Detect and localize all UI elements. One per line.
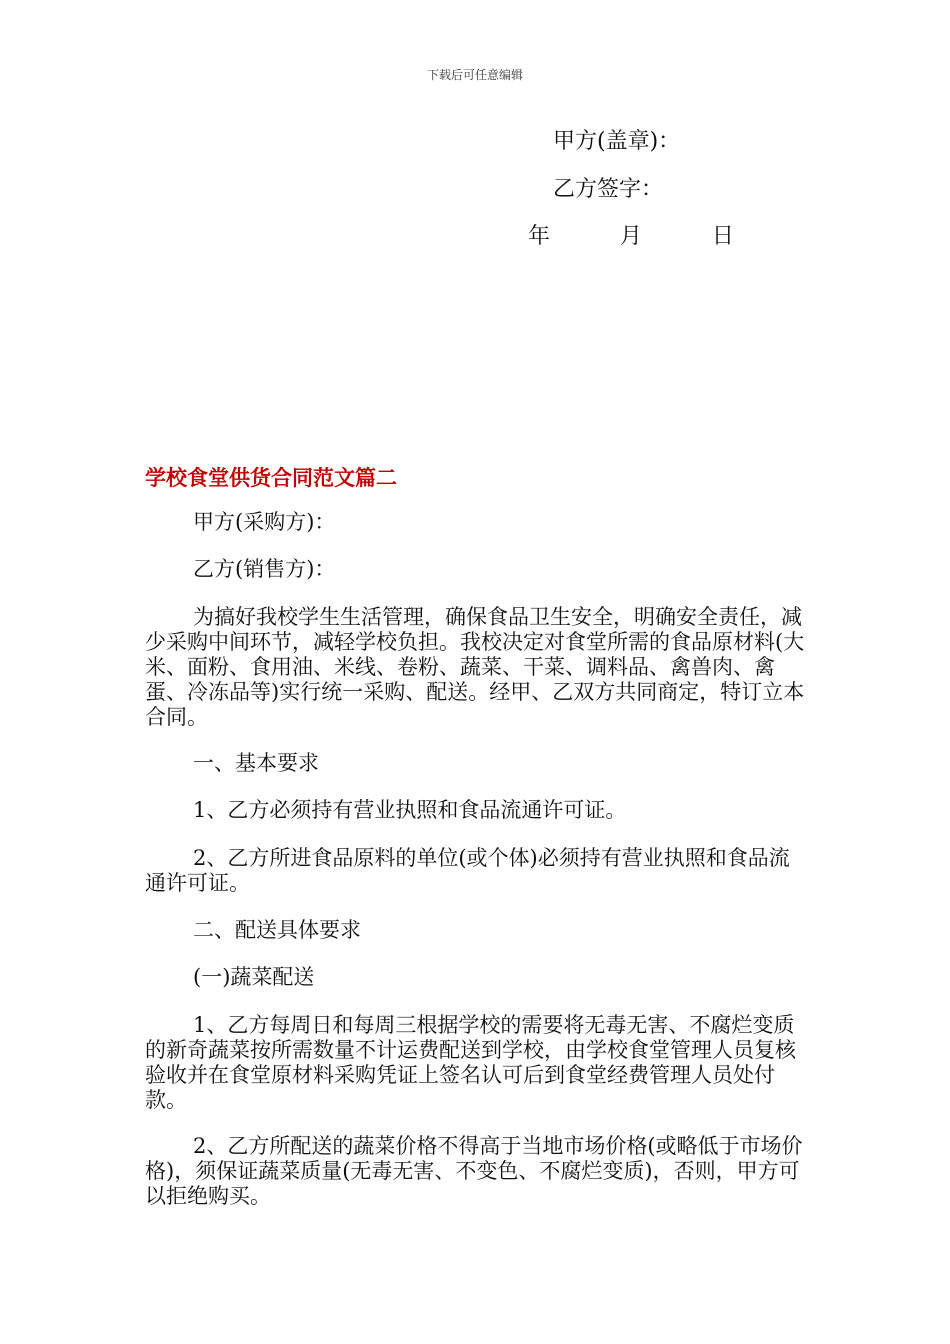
intro-paragraph: 为搞好我校学生生活管理，确保食品卫生安全，明确安全责任，减少采购中间环节，减轻学校负担。我校决定对食堂所需的食品原材料(大米、面粉、食用油、米线、卷粉、蔬菜、干菜、调料品、禽兽肉、禽蛋、冷冻品等)实行统一采购、配送。经甲、乙双方共同商定，特订立本合同。 — [145, 605, 805, 729]
subheading-vegetable-delivery: (一)蔬菜配送 — [193, 965, 315, 989]
item-2-1: 1、乙方每周日和每周三根据学校的需要将无毒无害、不腐烂变质的新奇蔬菜按所需数量不计运费配送到学校，由学校食堂管理人员复核验收并在食堂原材料采购凭证上签名认可后到食堂经费管理人员处付款。 — [145, 1013, 796, 1112]
item-1-1: 1、乙方必须持有营业执照和食品流通许可证。 — [193, 798, 627, 822]
item-2-2: 2、乙方所配送的蔬菜价格不得高于当地市场价格(或略低于市场价格)，须保证蔬菜质量(无毒无害、不变色、不腐烂变质)，否则，甲方可以拒绝购买。 — [145, 1134, 803, 1208]
heading-delivery-requirements: 二、配送具体要求 — [193, 918, 361, 942]
signature-party-b: 乙方签字： — [553, 177, 664, 202]
signature-party-a: 甲方(盖章)： — [553, 129, 681, 154]
seller-line: 乙方(销售方)： — [193, 557, 336, 581]
signature-date: 年 月 日 — [528, 224, 734, 249]
buyer-line: 甲方(采购方)： — [193, 510, 336, 534]
heading-basic-requirements: 一、基本要求 — [193, 751, 319, 775]
section-title: 学校食堂供货合同范文篇二 — [145, 465, 397, 490]
page-header-note: 下载后可任意编辑 — [426, 68, 523, 82]
item-1-2: 2、乙方所进食品原料的单位(或个体)必须持有营业执照和食品流通许可证。 — [145, 846, 790, 895]
